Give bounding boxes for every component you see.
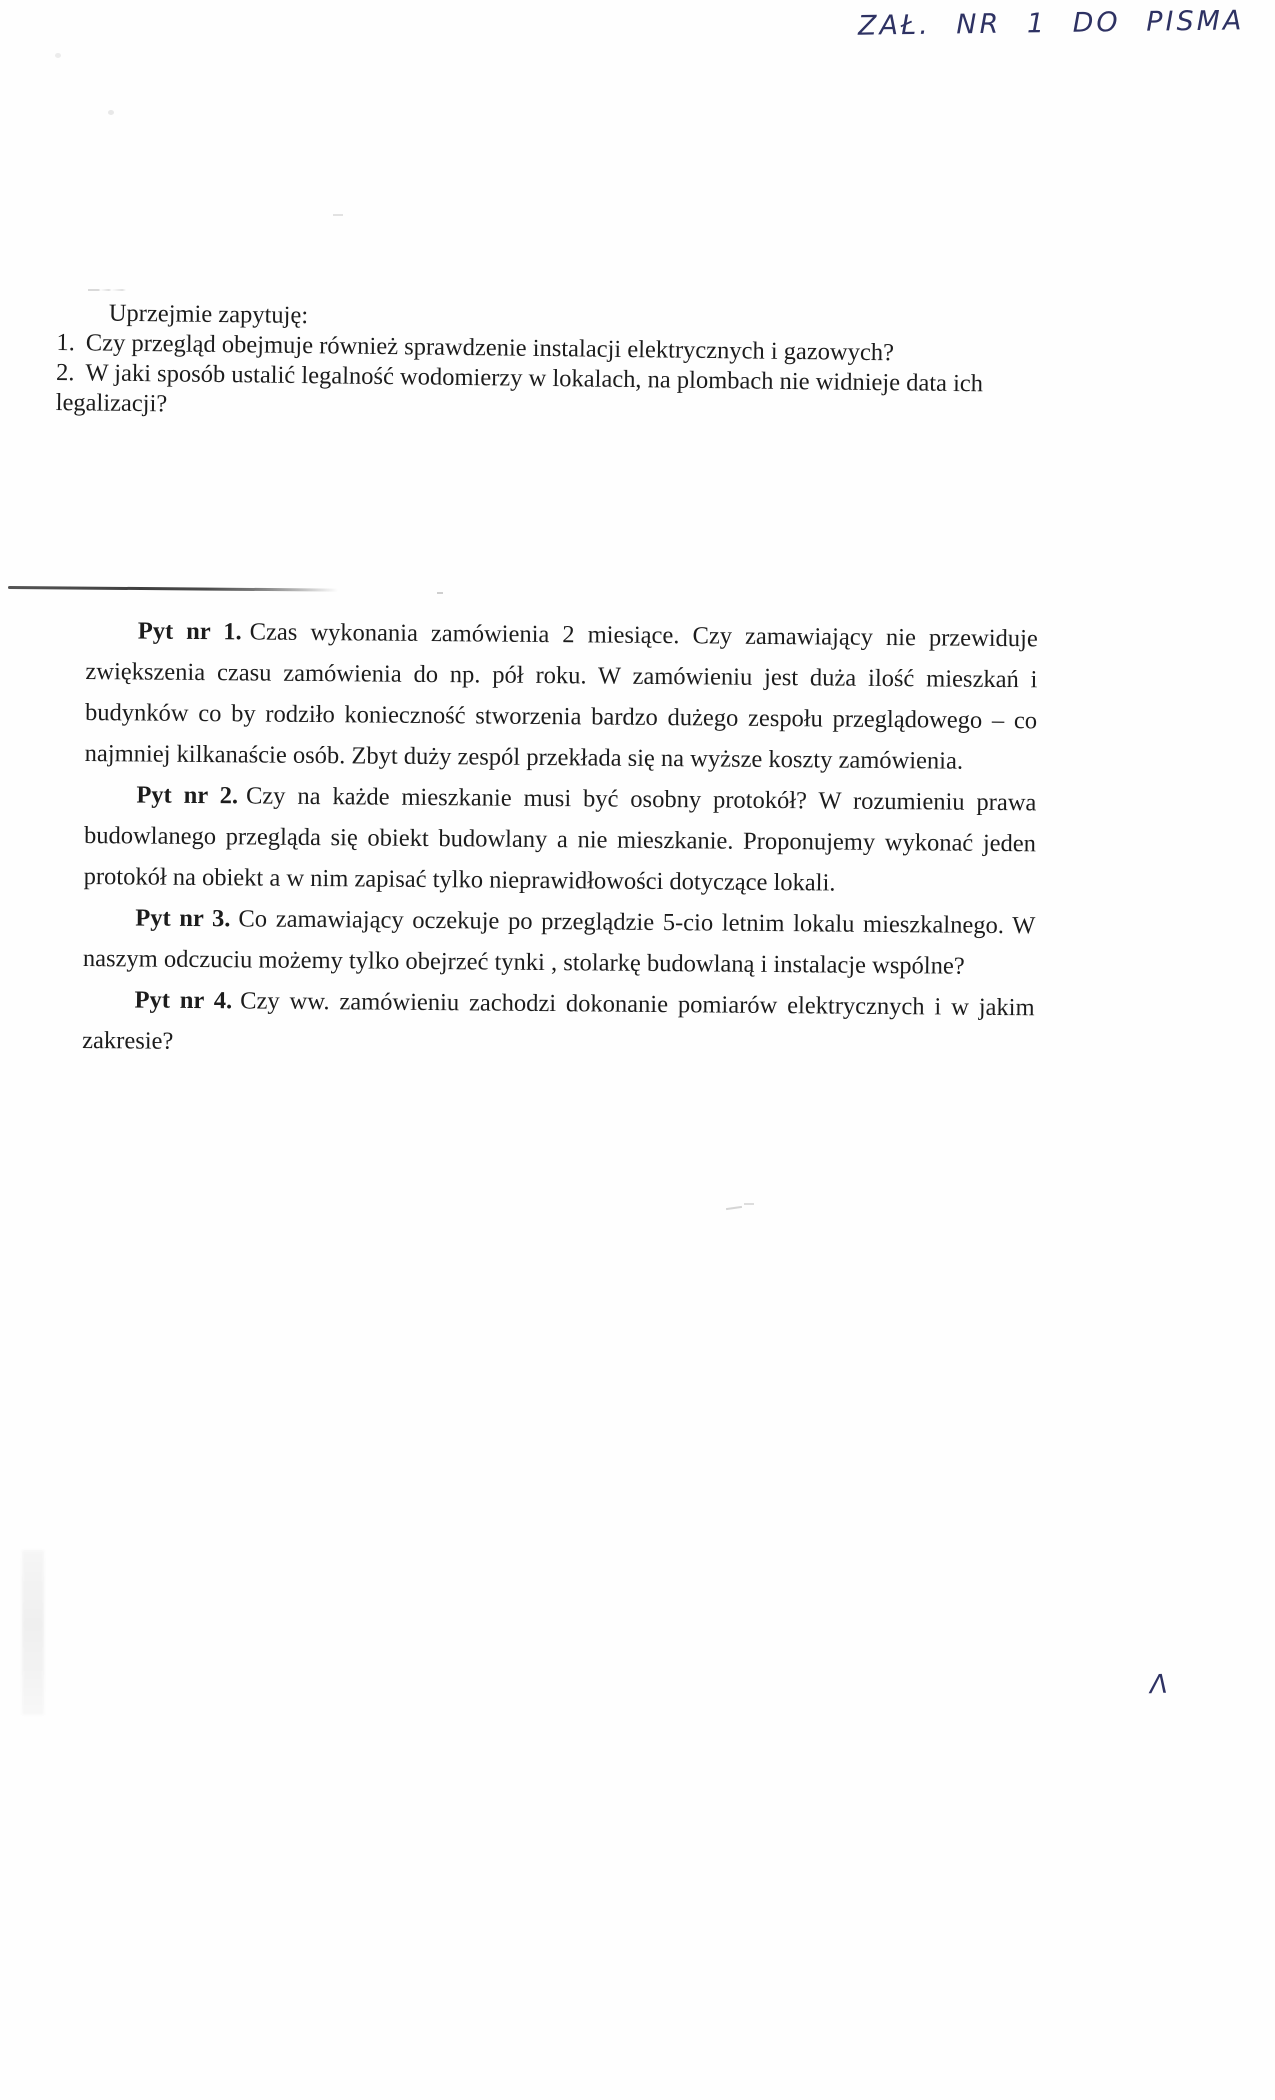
list-item <box>56 358 1042 430</box>
question-paragraph <box>82 979 1035 1069</box>
scan-artifact <box>88 289 126 291</box>
handwritten-page-mark: Λ <box>1149 1669 1169 1701</box>
scan-artifact <box>22 1550 44 1715</box>
scan-artifact <box>108 110 114 115</box>
question-text: Co zamawiający oczekuje po przeglądzie 5-cio letnim lokalu mieszkalnego. W naszym odczuciu możemy tylko obejrzeć tynki , stolarkę budowlaną i instalacje wspólne? <box>82 905 1036 980</box>
handwritten-annotation: ZAŁ. NR 1 DO PISMA <box>857 5 1245 42</box>
questions-block <box>82 610 1038 1069</box>
question-label: Pyt nr 1. <box>137 617 242 646</box>
question-label: Pyt nr 3. <box>135 904 231 933</box>
question-paragraph <box>83 774 1036 905</box>
question-paragraph <box>85 610 1038 782</box>
salutation: Uprzejmie zapytuję: <box>108 299 309 330</box>
scan-artifact <box>726 1206 742 1210</box>
intro-block <box>56 298 1042 430</box>
question-text: Czas wykonania zamówienia 2 miesiące. Czy zamawiający nie przewiduje zwiększenia czasu zamówienia do np. pół roku. W zamówieniu jest duża ilość mieszkań i budynków co by rodziło konieczność stworzenia bardzo dużego zespołu przeglądowego – co najmniej kilkanaście osób. Zbyt duży zespól przekłada się na wyższe koszty zamówienia. <box>84 618 1038 775</box>
question-paragraph <box>83 897 1036 987</box>
list-item-number: 2. <box>55 358 75 387</box>
question-label: Pyt nr 4. <box>134 986 233 1015</box>
list-item-text: Czy przegląd obejmuje również sprawdzenie instalacji elektrycznych i gazowych? <box>85 329 895 367</box>
question-label: Pyt nr 2. <box>136 781 239 810</box>
list-item-text: W jaki sposób ustalić legalność wodomierzy w lokalach, na plombach nie widnieje data ich legalizacji? <box>55 359 984 418</box>
divider-line <box>8 586 338 592</box>
scan-artifact <box>55 53 61 58</box>
question-text: Czy na każde mieszkanie musi być osobny protokół? W rozumieniu prawa budowlanego przegląda się obiekt budowlany a nie mieszkanie. Proponujemy wykonać jeden protokół na obiekt a w nim zapisać tylko nieprawidłowości dotyczące lokali. <box>83 782 1037 897</box>
scan-artifact <box>744 1203 754 1205</box>
list-item-number: 1. <box>56 328 75 357</box>
question-text: Czy ww. zamówieniu zachodzi dokonanie pomiarów elektrycznych i w jakim zakresie? <box>82 987 1035 1055</box>
scan-artifact <box>333 214 343 216</box>
scan-artifact <box>437 592 443 594</box>
